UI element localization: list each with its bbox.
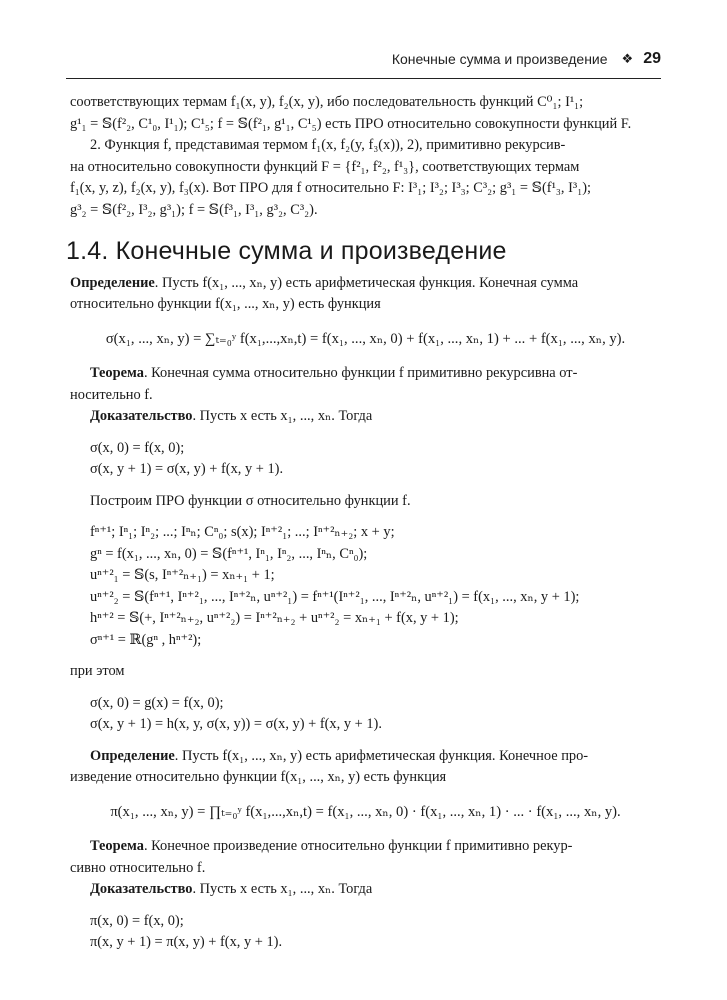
page-number: 29 — [643, 50, 661, 67]
proof-1-label: Доказательство — [90, 408, 193, 424]
page-body — [66, 92, 661, 954]
pi-eq-2: π(x, y + 1) = π(x, y) + f(x, y + 1). — [90, 934, 283, 950]
definition-1-text-line2: относительно функции f(x₁, ..., xₙ, y) есть функция — [70, 296, 381, 312]
theorem-1-text-line2: носительно f. — [70, 386, 153, 403]
definition-2 — [70, 746, 661, 768]
sigma-eq-1: σ(x, 0) = f(x, 0); — [90, 439, 185, 456]
pri-etom: при этом — [70, 663, 125, 679]
section-title: 1.4. Конечные сумма и произведение — [66, 237, 507, 265]
running-title: Конечные сумма и произведение — [391, 51, 608, 67]
theorem-2 — [70, 836, 661, 858]
pro-line-5: hⁿ⁺² = 𝕊(+, Iⁿ⁺²ₙ₊₂, uⁿ⁺²₂) = Iⁿ⁺²ₙ₊₂ + uⁿ⁺²₂ = xₙ₊₁ + f(x, y + 1); — [90, 610, 459, 626]
sigma-eq2-1: σ(x, 0) = g(x) = f(x, 0); — [90, 694, 224, 711]
ornament-icon: ❖ — [621, 51, 634, 66]
theorem-2-label: Теорема — [90, 838, 144, 854]
theorem-1-text-line1: . Конечная сумма относительно функции f примитивно рекурсивна от- — [143, 365, 578, 381]
pi-eq-1: π(x, 0) = f(x, 0); — [90, 912, 184, 929]
proof-1 — [70, 406, 661, 428]
definition-1-text-line1: . Пусть f(x₁, ..., xₙ, y) есть арифметическая функция. Конечная сумма — [154, 274, 579, 291]
pro-line-6: σⁿ⁺¹ = ℝ(gⁿ , hⁿ⁺²); — [90, 631, 202, 648]
proof-1-text: . Пусть x есть x₁, ..., xₙ. Тогда — [192, 408, 373, 424]
theorem-2-text-line1: . Конечное произведение относительно функции f примитивно рекур- — [143, 838, 573, 854]
proof-2 — [70, 879, 661, 901]
para1-line1: соответствующих термам f₁(x, y), f₂(x, y), ибо последовательность функций C⁰₁; I¹₁; — [70, 94, 584, 110]
pro-line-4: uⁿ⁺²₂ = 𝕊(fⁿ⁺¹, Iⁿ⁺²₁, ..., Iⁿ⁺²ₙ, uⁿ⁺²₁) = fⁿ⁺¹(Iⁿ⁺²₁, ..., Iⁿ⁺²ₙ, uⁿ⁺²₁) = f(x₁, ..., xₙ, y + 1); — [90, 588, 580, 605]
sigma-eq-2: σ(x, y + 1) = σ(x, y) + f(x, y + 1). — [90, 461, 284, 477]
header-rule — [66, 78, 661, 79]
theorem-1-label: Теорема — [90, 365, 144, 381]
theorem-1 — [70, 363, 661, 385]
proof-2-label: Доказательство — [90, 881, 193, 897]
product-formula: π(x₁, ..., xₙ, y) = ∏ₜ₌₀ʸ f(x₁,...,xₙ,t) = f(x₁, ..., xₙ, 0) · f(x₁, ..., xₙ, 1) · ... · f(x₁, ..., xₙ, y). — [110, 803, 621, 820]
pro-line-2: gⁿ = f(x₁, ..., xₙ, 0) = 𝕊(fⁿ⁺¹, Iⁿ₁, Iⁿ₂, ..., Iⁿₙ, Cⁿ₀); — [90, 545, 368, 562]
pro-line-1: fⁿ⁺¹; Iⁿ₁; Iⁿ₂; ...; Iⁿₙ; Cⁿ₀; s(x); Iⁿ⁺²₁; ...; Iⁿ⁺²ₙ₊₂; x + y; — [90, 524, 395, 540]
running-header — [360, 50, 661, 68]
definition-2-label: Определение — [90, 747, 175, 764]
pro-line-3: uⁿ⁺²₁ = 𝕊(s, Iⁿ⁺²ₙ₊₁) = xₙ₊₁ + 1; — [90, 567, 275, 583]
para2-line3: f₁(x, y, z), f₂(x, y), f₃(x). Вот ПРО для f относительно F: I³₁; I³₂; I³₃; C³₂; g³₁ = 𝕊(f¹₃, I³₁); — [70, 180, 592, 196]
theorem-2-text-line2: сивно относительно f. — [70, 859, 206, 876]
sum-formula: σ(x₁, ..., xₙ, y) = ∑ₜ₌₀ʸ f(x₁,...,xₙ,t) = f(x₁, ..., xₙ, 0) + f(x₁, ..., xₙ, 1) + ... + f(x₁, ..., xₙ, y). — [105, 330, 626, 347]
definition-2-text-line1: . Пусть f(x₁, ..., xₙ, y) есть арифметическая функция. Конечное про- — [174, 747, 589, 764]
build-text: Построим ПРО функции σ относительно функции f. — [90, 492, 411, 509]
sigma-eq2-2: σ(x, y + 1) = h(x, y, σ(x, y)) = σ(x, y) + f(x, y + 1). — [90, 716, 382, 732]
proof-2-text: . Пусть x есть x₁, ..., xₙ. Тогда — [192, 881, 373, 897]
definition-2-text-line2: изведение относительно функции f(x₁, ..., xₙ, y) есть функция — [70, 769, 447, 785]
definition-1-label: Определение — [70, 274, 155, 291]
para2-line4: g³₂ = 𝕊(f²₂, I³₂, g³₁); f = 𝕊(f³₁, I³₁, g³₂, C³₂). — [70, 201, 318, 218]
definition-1 — [70, 273, 661, 295]
para1-line2: g¹₁ = 𝕊(f²₂, C¹₀, I¹₁); C¹₅; f = 𝕊(f²₁, g¹₁, C¹₅) есть ПРО относительно совокупности функций F. — [70, 115, 632, 132]
para2-line2: на относительно совокупности функций F = {f²₁, f²₂, f¹₃}, соответствующих термам — [70, 158, 580, 175]
para2-line1: 2. Функция f, представимая термом f₁(x, f₂(y, f₃(x)), 2), примитивно рекурсив- — [90, 137, 566, 153]
